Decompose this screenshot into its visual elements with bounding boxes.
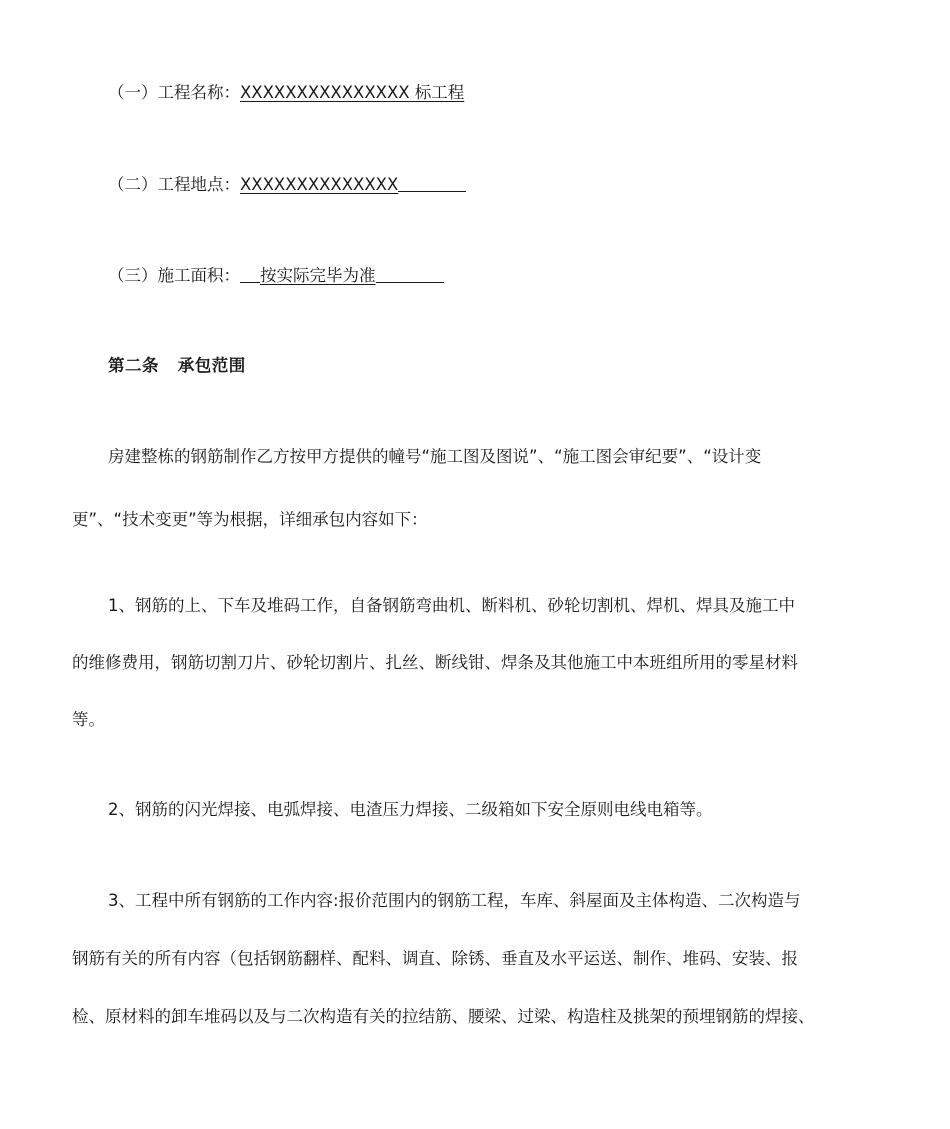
project-location-value: XXXXXXXXXXXXXX — [240, 175, 399, 194]
underline-blank — [398, 173, 466, 192]
project-name-label: （一）工程名称： — [108, 83, 240, 102]
clause-3-line-1: 3、工程中所有钢筋的工作内容:报价范围内的钢筋工程，车库、斜屋面及主体构造、二次构造与 — [108, 891, 801, 910]
clause-1-line-1: 1、钢筋的上、下车及堆码工作，自备钢筋弯曲机、断料机、砂轮切割机、焊机、焊具及施工中 — [108, 596, 795, 615]
clause-3-line-3: 检、原材料的卸车堆码以及与二次构造有关的拉结筋、腰梁、过梁、构造柱及挑架的预埋钢筋的焊接、 — [72, 1007, 815, 1026]
construction-area-value: 按实际完毕为准 — [260, 266, 376, 285]
project-name-row — [108, 82, 880, 104]
intro-line-1: 房建整栋的钢筋制作乙方按甲方提供的幢号“施工图及图说”、“施工图会审纪要”、“设计变 — [108, 447, 762, 466]
clause-1-line-3: 等。 — [72, 710, 105, 729]
project-location-label: （二）工程地点： — [108, 175, 240, 194]
intro-line-2: 更”、“技术变更”等为根据，详细承包内容如下： — [72, 510, 428, 529]
clause-3-line-2: 钢筋有关的所有内容（包括钢筋翻样、配料、调直、除锈、垂直及水平运送、制作、堆码、安装、报 — [72, 949, 798, 968]
construction-area-label: （三）施工面积： — [108, 266, 240, 285]
section-title: 第二条 承包范围 — [108, 356, 246, 375]
project-name-value: XXXXXXXXXXXXXXX 标工程 — [240, 83, 465, 102]
clause-1-line-2: 的维修费用，钢筋切割刀片、砂轮切割片、扎丝、断线钳、焊条及其他施工中本班组所用的零星材料 — [72, 653, 798, 672]
clause-2-line-1: 2、钢筋的闪光焊接、电弧焊接、电渣压力焊接、二级箱如下安全原则电线电箱等。 — [108, 800, 713, 819]
underline-blank — [240, 264, 260, 283]
underline-blank — [376, 264, 444, 283]
project-location-row — [108, 173, 880, 196]
construction-area-row — [108, 264, 880, 287]
